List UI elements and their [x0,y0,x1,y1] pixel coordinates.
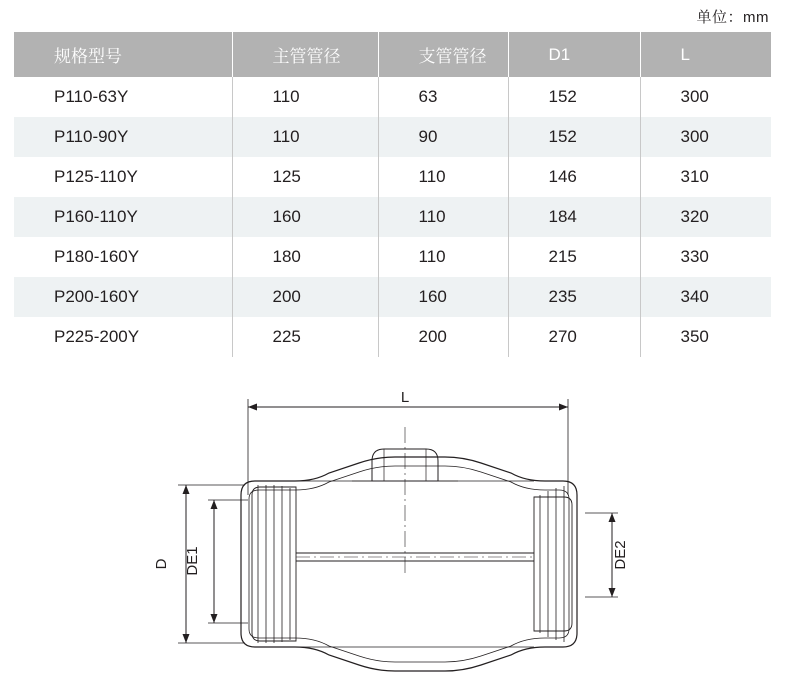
arrow-left-length [248,404,257,411]
cell-l: 300 [640,77,771,117]
table-header-row [14,32,771,77]
table-row [14,117,771,157]
cell-model: P200-160Y [14,277,232,317]
cell-model: P160-110Y [14,197,232,237]
label-de2: DE2 [612,540,629,570]
cell-l: 310 [640,157,771,197]
label-d: D [153,558,170,570]
unit-note: 单位：mm [696,9,769,26]
cell-d1: 146 [508,157,640,197]
arrow-right-length [559,404,568,411]
cell-model: P110-90Y [14,117,232,157]
cell-l: 350 [640,317,771,357]
cell-model: P225-200Y [14,317,232,357]
cell-branch-diameter: 110 [378,197,508,237]
left-gasket-ribs [258,485,290,643]
cell-model: P125-110Y [14,157,232,197]
cell-branch-diameter: 200 [378,317,508,357]
right-gasket-ribs [540,486,564,642]
column-header-l: L [640,32,771,77]
cell-l: 320 [640,197,771,237]
column-header-model: 规格型号 [14,32,232,77]
cell-d1: 215 [508,237,640,277]
cell-main-diameter: 180 [232,237,378,277]
cell-d1: 235 [508,277,640,317]
cell-branch-diameter: 160 [378,277,508,317]
cell-model: P110-63Y [14,77,232,117]
cell-main-diameter: 160 [232,197,378,237]
cell-main-diameter: 225 [232,317,378,357]
specification-table [14,32,771,357]
arrow-top-d [183,485,190,494]
table-row [14,277,771,317]
cell-branch-diameter: 90 [378,117,508,157]
cell-main-diameter: 200 [232,277,378,317]
table-row [14,157,771,197]
cell-l: 300 [640,117,771,157]
coupling-body-outline [241,457,577,671]
cell-d1: 270 [508,317,640,357]
arrow-top-de2 [609,513,616,522]
column-header-branch-pipe-diameter: 支管管径 [378,32,508,77]
table-header [14,32,771,77]
table-row [14,197,771,237]
column-header-main-pipe-diameter: 主管管径 [232,32,378,77]
cell-branch-diameter: 63 [378,77,508,117]
label-length: L [400,389,410,406]
cell-main-diameter: 110 [232,77,378,117]
cell-d1: 184 [508,197,640,237]
label-de1: DE1 [184,546,201,576]
column-header-d1: D1 [508,32,640,77]
coupling-body-inner-outline [249,466,569,662]
cell-l: 340 [640,277,771,317]
technical-drawing [0,385,785,685]
table-row [14,77,771,117]
table-row [14,317,771,357]
cell-main-diameter: 125 [232,157,378,197]
cell-branch-diameter: 110 [378,237,508,277]
arrow-bottom-d [183,634,190,643]
cell-d1: 152 [508,117,640,157]
arrow-bottom-de1 [211,614,218,623]
table-body [14,77,771,357]
table-row [14,237,771,277]
cell-d1: 152 [508,77,640,117]
cell-branch-diameter: 110 [378,157,508,197]
cell-l: 330 [640,237,771,277]
cell-main-diameter: 110 [232,117,378,157]
arrow-bottom-de2 [609,588,616,597]
cell-model: P180-160Y [14,237,232,277]
arrow-top-de1 [211,500,218,509]
